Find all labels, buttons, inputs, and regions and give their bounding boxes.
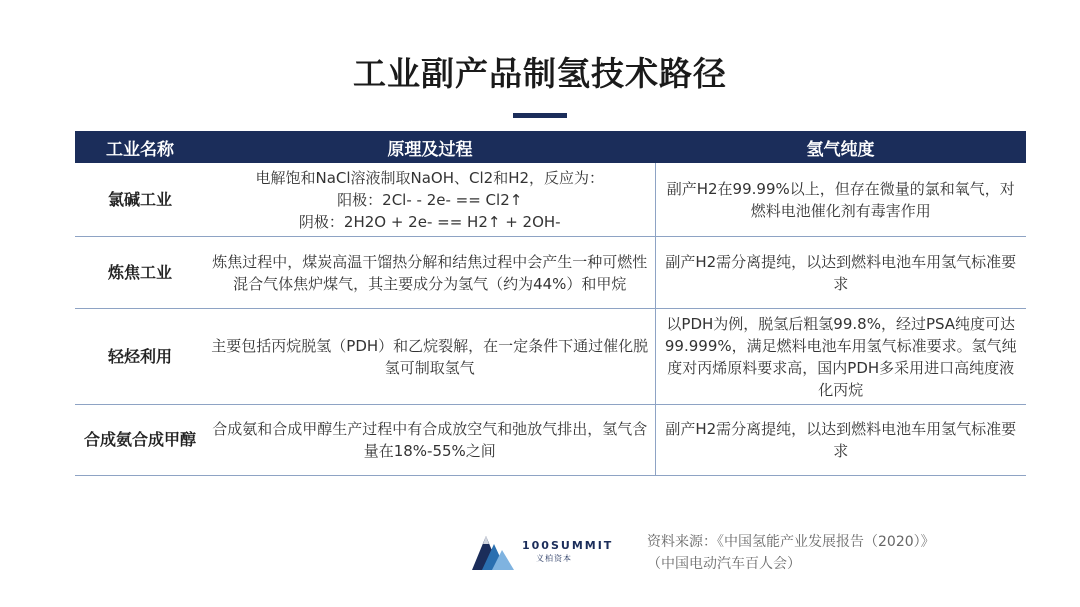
source-line: 资料来源：《中国氢能产业发展报告（2020）》 (647, 534, 935, 550)
process-cell: 合成氨和合成甲醇生产过程中有合成放空气和弛放气排出，氢气含量在18%-55%之间 (205, 405, 655, 476)
table-row (75, 309, 1026, 405)
process-line: 电解饱和NaCl溶液制取NaOH、Cl2和H2，反应为： (255, 168, 605, 187)
process-line: 阴极：2H2O + 2e- == H2↑ + 2OH- (298, 212, 561, 231)
logo-brand: 100SUMMIT (522, 539, 614, 552)
header-industry: 工业名称 (75, 131, 205, 163)
summit-logo-icon (470, 532, 600, 572)
table-row (75, 163, 1026, 237)
industry-name: 合成氨合成甲醇 (75, 405, 205, 476)
purity-cell: 副产H2需分离提纯，以达到燃料电池车用氢气标准要求 (655, 237, 1026, 309)
page-title: 工业副产品制氢技术路径 (353, 54, 727, 93)
table-row (75, 405, 1026, 476)
source-line: （中国电动汽车百人会） (647, 556, 801, 572)
industry-name: 轻烃利用 (75, 309, 205, 405)
source-note (647, 531, 935, 575)
purity-cell: 副产H2在99.99%以上，但存在微量的氯和氧气，对燃料电池催化剂有毒害作用 (655, 163, 1026, 237)
header-purity: 氢气纯度 (655, 131, 1026, 163)
process-cell: 主要包括丙烷脱氢（PDH）和乙烷裂解，在一定条件下通过催化脱氢可制取氢气 (205, 309, 655, 405)
table-row (75, 237, 1026, 309)
industry-name: 氯碱工业 (75, 163, 205, 237)
purity-cell: 副产H2需分离提纯，以达到燃料电池车用氢气标准要求 (655, 405, 1026, 476)
industry-name: 炼焦工业 (75, 237, 205, 309)
process-cell: 炼焦过程中，煤炭高温干馏热分解和结焦过程中会产生一种可燃性混合气体焦炉煤气，其主要成分为氢气（约为44%）和甲烷 (205, 237, 655, 309)
process-cell (205, 163, 655, 237)
table-header-row (75, 131, 1026, 163)
process-line: 阳极：2Cl- - 2e- == Cl2↑ (337, 190, 523, 209)
logo-subtitle: 义柏资本 (536, 554, 572, 563)
purity-cell: 以PDH为例，脱氢后粗氢99.8%，经过PSA纯度可达99.999%，满足燃料电池车用氢气标准要求。氢气纯度对丙烯原料要求高，国内PDH多采用进口高纯度液化丙烷 (655, 309, 1026, 405)
title-underline (513, 113, 567, 118)
header-process: 原理及过程 (205, 131, 655, 163)
hydrogen-path-table (75, 131, 1026, 476)
